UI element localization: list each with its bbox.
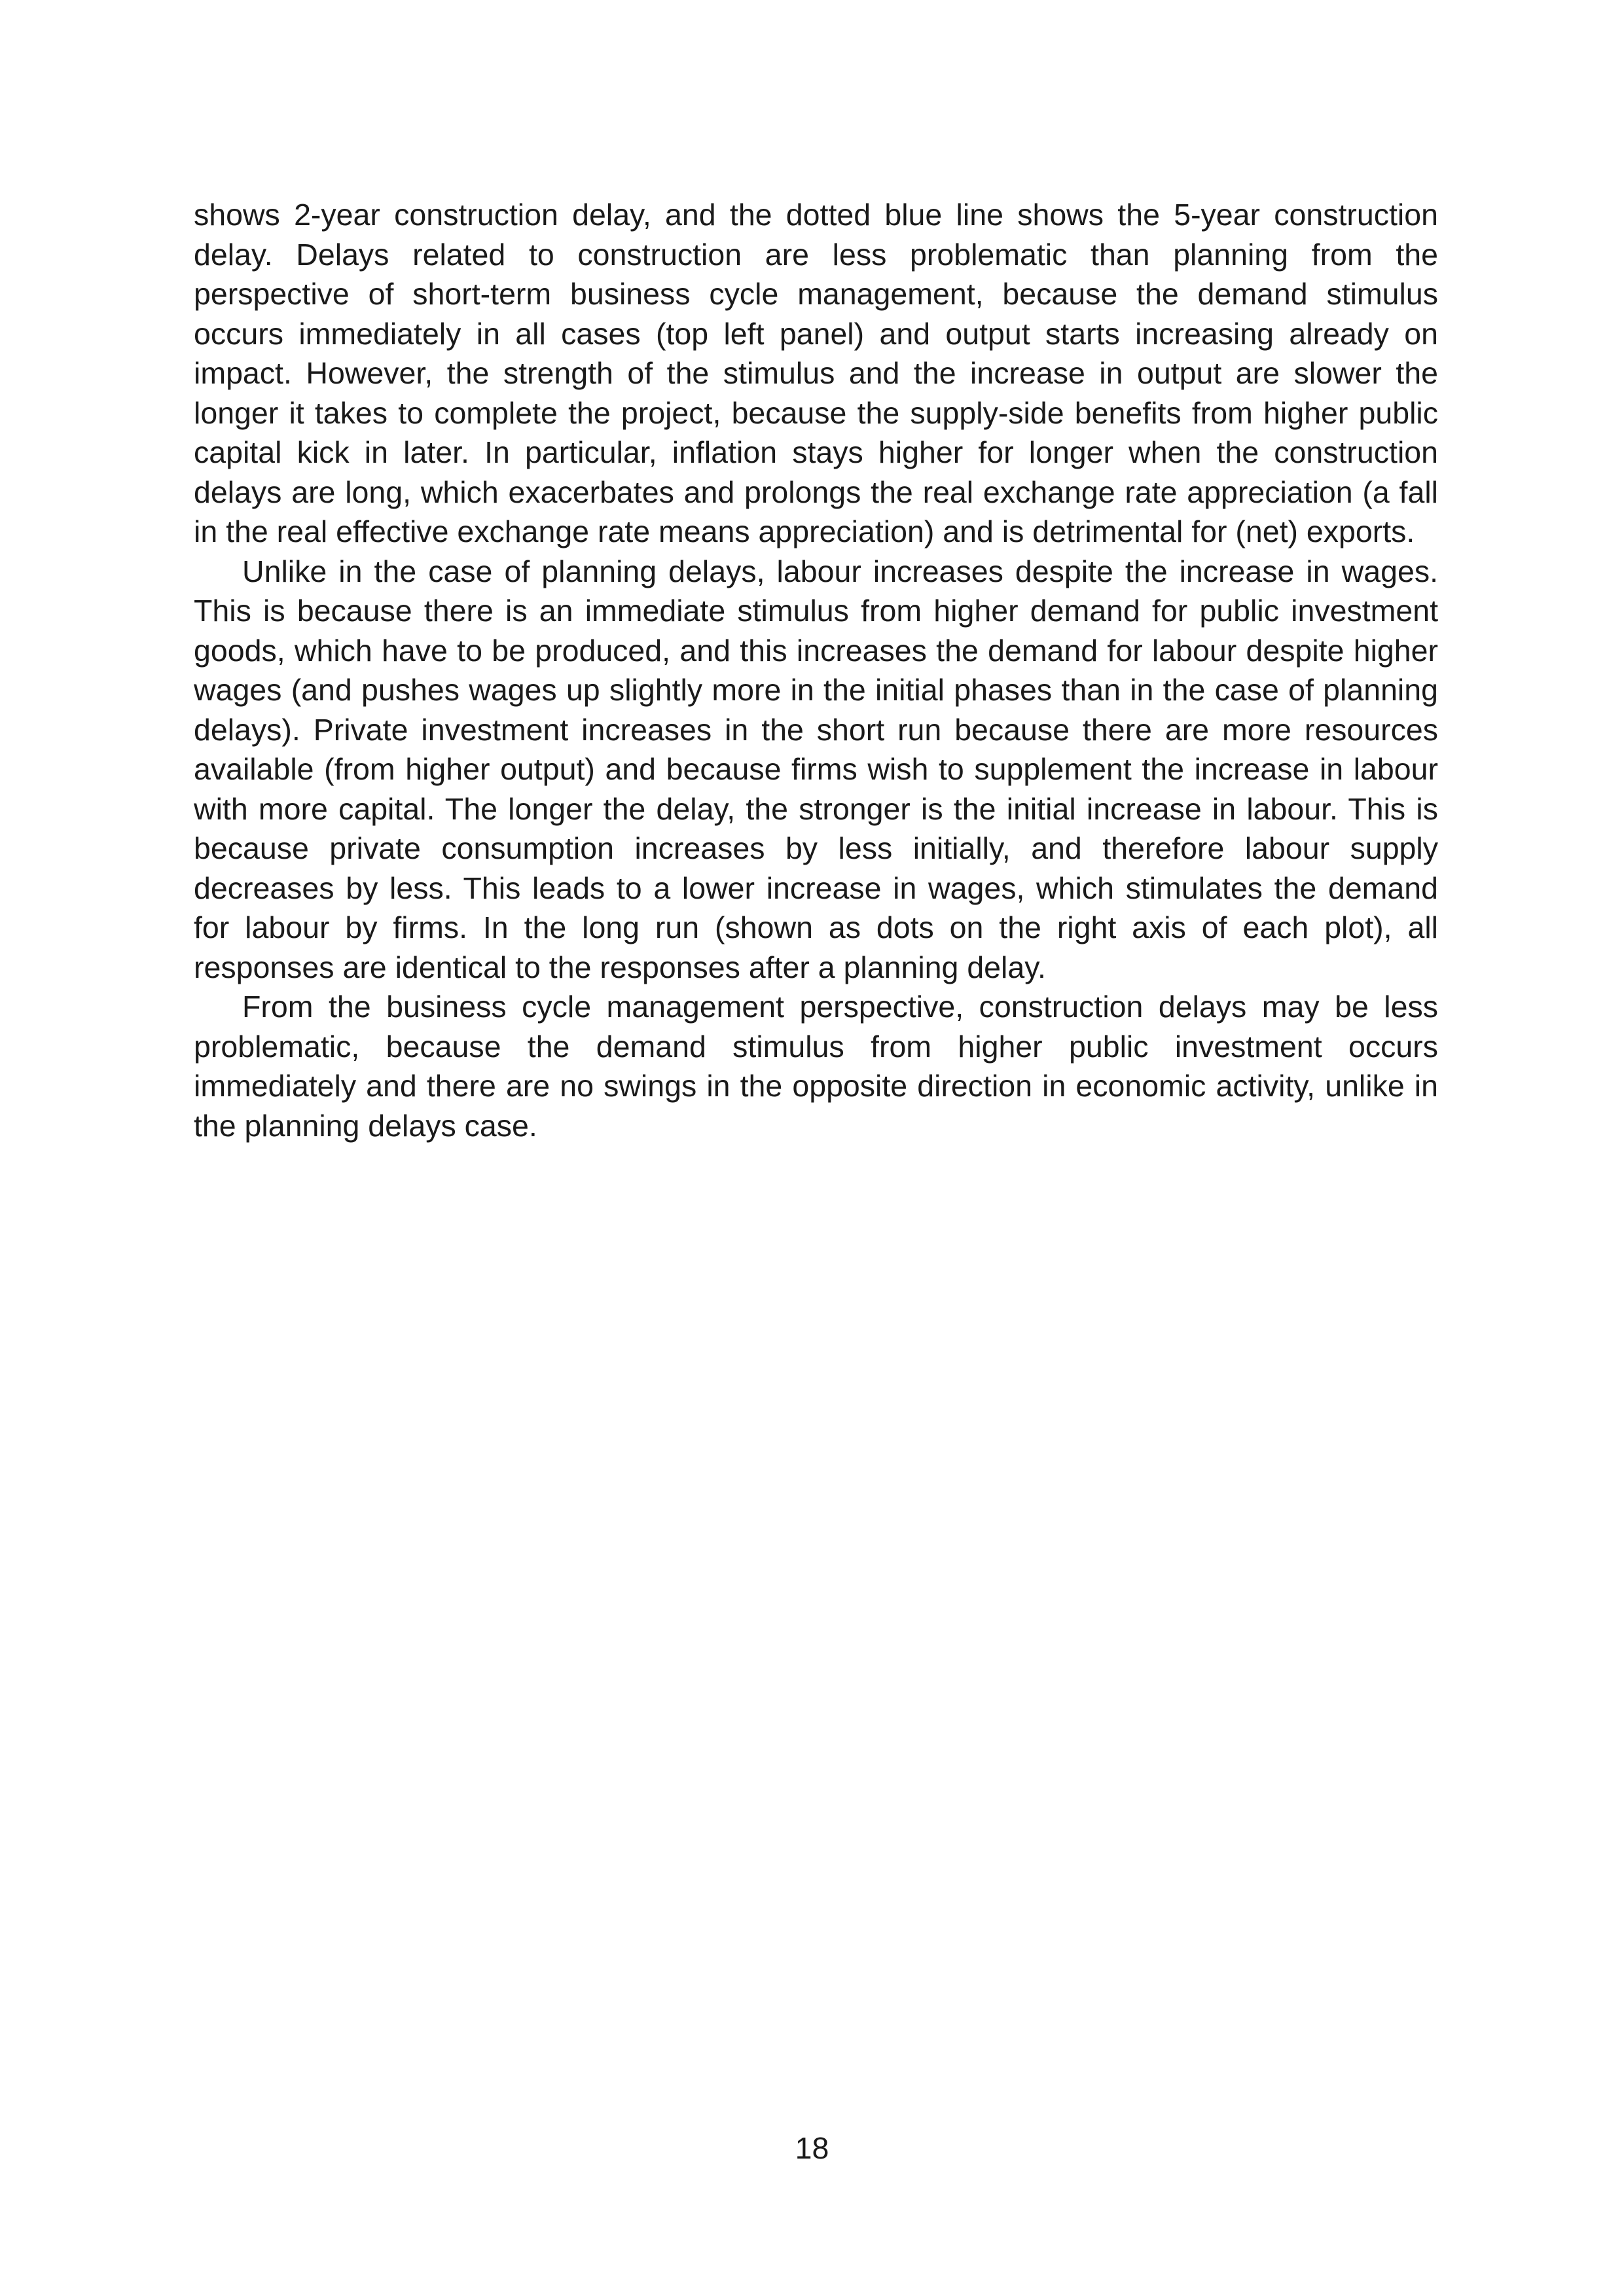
paragraph-business-cycle: From the business cycle management perspective, construction delays may be less problematic, because the demand stimulus from higher public investment occurs immediately and there are no swings in the opposite direction in economic activity, unlike in the planning delays case. [194,990,1438,1143]
body-text [194,195,1438,1145]
paragraph-labour: Unlike in the case of planning delays, labour increases despite the increase in wages. This is because there is an immediate stimulus from higher demand for public investment goods, which have to be produced, and this increases the demand for labour despite higher wages (and pushes wages up slightly more in the initial phases than in the case of planning delays). Private investment increases in the short run because there are more resources available (from higher output) and because firms wish to supplement the increase in labour with more capital. The longer the delay, the stronger is the initial increase in labour. This is because private consumption increases by less initially, and therefore labour supply decreases by less. This leads to a lower increase in wages, which stimulates the demand for labour by firms. In the long run (shown as dots on the right axis of each plot), all responses are identical to the responses after a planning delay. [194,554,1438,984]
paragraph-continued: shows 2-year construction delay, and the dotted blue line shows the 5-year construction delay. Delays related to construction are less problematic than planning from the perspective of short-term business cycle management, because the demand stimulus occurs immediately in all cases (top left panel) and output starts increasing already on impact. However, the strength of the stimulus and the increase in output are slower the longer it takes to complete the project, because the supply-side benefits from higher public capital kick in later. In particular, inflation stays higher for longer when the construction delays are long, which exacerbates and prolongs the real exchange rate appreciation (a fall in the real effective exchange rate means appreciation) and is detrimental for (net) exports. [194,198,1438,548]
page-number: 18 [795,2131,829,2165]
